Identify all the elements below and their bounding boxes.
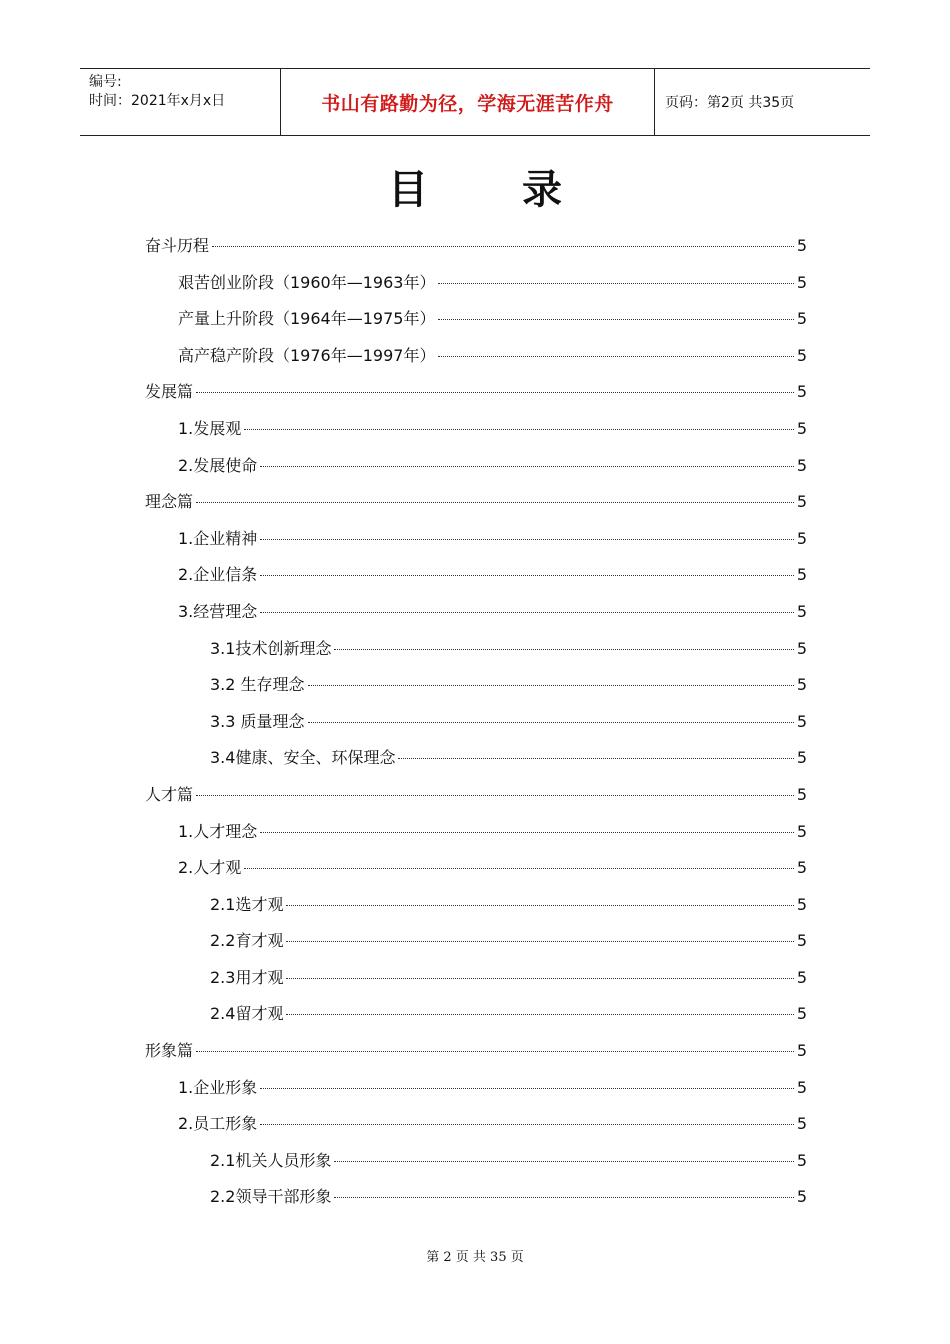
toc-entry[interactable] (145, 1143, 807, 1180)
toc-entry[interactable] (145, 411, 807, 448)
toc-entry[interactable] (145, 996, 807, 1033)
toc-entry[interactable] (145, 521, 807, 558)
toc-entry-title: 2.4留才观 (210, 1004, 284, 1024)
toc-entry[interactable] (145, 814, 807, 851)
toc-entry-page: 5 (796, 1077, 807, 1097)
toc-entry-page: 5 (796, 675, 807, 695)
toc-entry-title: 2.2领导干部形象 (210, 1187, 332, 1207)
toc-dot-leader (334, 1197, 793, 1198)
toc-dot-leader (196, 392, 794, 393)
toc-dot-leader (196, 795, 794, 796)
toc-entry[interactable] (145, 887, 807, 924)
toc-entry-page: 5 (796, 236, 807, 255)
toc-dot-leader (438, 356, 793, 357)
toc-entry-page: 5 (796, 784, 807, 804)
toc-dot-leader (260, 832, 794, 833)
toc-entry-title: 1.人才理念 (178, 821, 258, 841)
toc-entry[interactable] (145, 1106, 807, 1143)
toc-entry-page: 5 (796, 1041, 807, 1061)
toc-dot-leader (286, 1014, 793, 1015)
toc-dot-leader (260, 575, 794, 576)
toc-entry-title: 1.企业形象 (178, 1077, 258, 1097)
toc-entry[interactable] (145, 594, 807, 631)
toc-dot-leader (196, 1051, 794, 1052)
toc-entry-page: 5 (796, 748, 807, 768)
toc-entry-page: 5 (796, 931, 807, 951)
toc-entry-title: 1.企业精神 (178, 528, 258, 548)
header-motto: 书山有路勤为径，学海无涯苦作舟 (321, 92, 614, 115)
toc-dot-leader (334, 1161, 793, 1162)
toc-entry[interactable] (145, 338, 807, 375)
toc-entry-title: 产量上升阶段（1964年—1975年） (178, 309, 436, 329)
toc-dot-leader (244, 429, 794, 430)
toc-entry[interactable] (145, 740, 807, 777)
table-of-contents (145, 228, 807, 1216)
toc-entry-page: 5 (796, 858, 807, 878)
toc-entry-page: 5 (796, 638, 807, 658)
header-page-info: 页码：第2页 共35页 (665, 95, 795, 111)
header-motto-cell (281, 69, 655, 135)
time-label: 时间：2021年x月x日 (89, 93, 226, 109)
toc-entry-title: 发展篇 (145, 382, 194, 402)
toc-entry-page: 5 (796, 1187, 807, 1207)
toc-entry-page: 5 (796, 565, 807, 585)
toc-entry-page: 5 (796, 528, 807, 548)
toc-entry-title: 1.发展观 (178, 418, 242, 438)
toc-dot-leader (308, 685, 794, 686)
toc-entry-page: 5 (796, 345, 807, 365)
toc-entry-title: 高产稳产阶段（1976年—1997年） (178, 345, 436, 365)
toc-entry-page: 5 (796, 382, 807, 402)
toc-entry-title: 人才篇 (145, 784, 194, 804)
toc-entry-title: 2.3用才观 (210, 967, 284, 987)
toc-entry[interactable] (145, 1070, 807, 1107)
toc-entry-page: 5 (796, 418, 807, 438)
toc-entry-title: 2.企业信条 (178, 565, 258, 585)
toc-entry-title: 2.1机关人员形象 (210, 1150, 332, 1170)
toc-dot-leader (438, 319, 793, 320)
toc-entry[interactable] (145, 1033, 807, 1070)
toc-entry[interactable] (145, 484, 807, 521)
toc-dot-leader (308, 722, 794, 723)
page-title: 目 录 (388, 166, 602, 213)
toc-dot-leader (286, 905, 793, 906)
toc-entry-page: 5 (796, 821, 807, 841)
page-header (80, 68, 870, 136)
toc-dot-leader (260, 1124, 794, 1125)
toc-dot-leader (196, 502, 794, 503)
number-label: 编号: (89, 74, 122, 90)
toc-entry[interactable] (145, 1179, 807, 1216)
toc-dot-leader (286, 941, 793, 942)
toc-dot-leader (244, 868, 794, 869)
toc-entry-title: 2.发展使命 (178, 455, 258, 475)
toc-dot-leader (260, 539, 794, 540)
toc-entry[interactable] (145, 667, 807, 704)
toc-entry[interactable] (145, 265, 807, 302)
toc-entry-page: 5 (796, 309, 807, 329)
toc-entry-title: 3.4健康、安全、环保理念 (210, 748, 396, 768)
toc-entry-title: 2.人才观 (178, 858, 242, 878)
toc-dot-leader (286, 978, 793, 979)
toc-entry-title: 理念篇 (145, 492, 194, 512)
toc-dot-leader (334, 649, 793, 650)
toc-entry-page: 5 (796, 1004, 807, 1024)
toc-entry[interactable] (145, 777, 807, 814)
toc-entry[interactable] (145, 374, 807, 411)
toc-entry[interactable] (145, 631, 807, 668)
toc-entry-title: 3.1技术创新理念 (210, 638, 332, 658)
toc-entry[interactable] (145, 923, 807, 960)
toc-entry-title: 2.1选才观 (210, 894, 284, 914)
toc-entry-page: 5 (796, 455, 807, 475)
toc-entry-title: 2.员工形象 (178, 1114, 258, 1134)
toc-dot-leader (398, 758, 793, 759)
toc-dot-leader (438, 283, 793, 284)
toc-dot-leader (260, 612, 794, 613)
toc-entry-page: 5 (796, 711, 807, 731)
toc-dot-leader (260, 1088, 794, 1089)
toc-entry-page: 5 (796, 492, 807, 512)
toc-entry[interactable] (145, 301, 807, 338)
toc-entry-title: 2.2育才观 (210, 931, 284, 951)
toc-entry-title: 艰苦创业阶段（1960年—1963年） (178, 272, 436, 292)
toc-entry-page: 5 (796, 601, 807, 621)
toc-entry[interactable] (145, 228, 807, 265)
toc-dot-leader (212, 246, 794, 247)
toc-entry-title: 3.3 质量理念 (210, 711, 305, 731)
toc-entry-title: 3.2 生存理念 (210, 675, 305, 695)
toc-entry[interactable] (145, 557, 807, 594)
toc-entry-title: 3.经营理念 (178, 601, 258, 621)
header-meta (80, 69, 281, 135)
toc-entry[interactable] (145, 960, 807, 997)
toc-entry-page: 5 (796, 272, 807, 292)
toc-entry[interactable] (145, 448, 807, 485)
toc-entry-page: 5 (796, 1114, 807, 1134)
toc-dot-leader (260, 466, 794, 467)
toc-entry-page: 5 (796, 967, 807, 987)
toc-entry[interactable] (145, 850, 807, 887)
toc-entry-title: 奋斗历程 (145, 236, 210, 255)
toc-entry-page: 5 (796, 1150, 807, 1170)
page-footer: 第 2 页 共 35 页 (426, 1250, 524, 1265)
toc-entry-page: 5 (796, 894, 807, 914)
toc-entry-title: 形象篇 (145, 1041, 194, 1061)
toc-entry[interactable] (145, 704, 807, 741)
